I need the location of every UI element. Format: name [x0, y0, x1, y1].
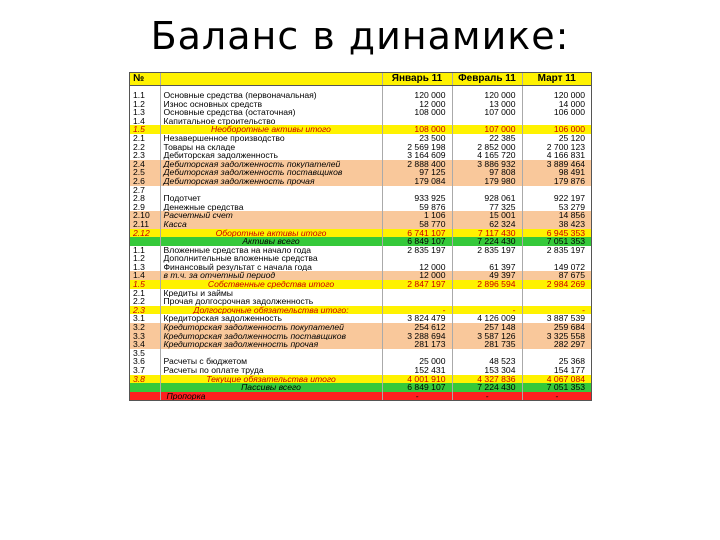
table-row: [130, 332, 591, 341]
row-label: Кредиторская задолженность прочая: [160, 340, 382, 349]
row-value-march: 3 887 539: [522, 314, 591, 323]
row-number: 2.10: [130, 211, 160, 220]
table-row: [130, 357, 591, 366]
row-label: Дебиторская задолженность прочая: [160, 177, 382, 186]
row-label: Долгосрочные обязательства итого:: [160, 306, 382, 315]
row-label: Касса: [160, 220, 382, 229]
row-value-march: 14 856: [522, 211, 591, 220]
row-number: 3.2: [130, 323, 160, 332]
row-label: Дебиторская задолженность поставщиков: [160, 168, 382, 177]
row-value-february: 3 886 932: [452, 160, 522, 169]
row-label: Основные средства (остаточная): [160, 108, 382, 117]
table-row: [130, 117, 591, 126]
row-label: Расчеты с бюджетом: [160, 357, 382, 366]
row-label: [160, 349, 382, 358]
row-label: Дополнительные вложенные средства: [160, 254, 382, 263]
row-value-march: 3 325 558: [522, 332, 591, 341]
row-value-february: [452, 186, 522, 195]
table-row: [130, 134, 591, 143]
table-row: [130, 340, 591, 349]
row-value-january: [382, 117, 452, 126]
table-row: [130, 177, 591, 186]
row-value-march: 14 000: [522, 100, 591, 109]
row-value-february: 179 980: [452, 177, 522, 186]
row-label: [160, 186, 382, 195]
row-value-february: 257 148: [452, 323, 522, 332]
row-number: 3.8: [130, 375, 160, 384]
row-label: Кредиты и займы: [160, 289, 382, 298]
row-value-march: [522, 289, 591, 298]
row-value-january: 23 500: [382, 134, 452, 143]
row-number: 1.3: [130, 263, 160, 272]
table-row: [130, 220, 591, 229]
row-value-march: [522, 254, 591, 263]
row-value-march: 2 984 269: [522, 280, 591, 289]
row-value-january: -: [382, 306, 452, 315]
row-label: Денежные средства: [160, 203, 382, 212]
row-value-february: 77 325: [452, 203, 522, 212]
table-row: [130, 194, 591, 203]
row-value-march: 25 120: [522, 134, 591, 143]
row-value-february: 3 587 126: [452, 332, 522, 341]
row-value-march: 106 000: [522, 108, 591, 117]
row-value-january: 3 288 694: [382, 332, 452, 341]
row-value-january: [382, 186, 452, 195]
header-name: [160, 73, 382, 86]
row-value-february: 97 808: [452, 168, 522, 177]
table-row: [130, 151, 591, 160]
row-value-march: 2 700 123: [522, 143, 591, 152]
row-value-march: 3 889 464: [522, 160, 591, 169]
row-label: Оборотные активы итого: [160, 229, 382, 238]
row-label: Расчеты по оплате труда: [160, 366, 382, 375]
row-value-february: 7 224 430: [452, 383, 522, 392]
row-value-march: 38 423: [522, 220, 591, 229]
row-number: [130, 392, 160, 401]
row-number: 1.2: [130, 100, 160, 109]
row-number: 2.3: [130, 151, 160, 160]
row-value-january: 12 000: [382, 271, 452, 280]
row-label: Текущие обязательства итого: [160, 375, 382, 384]
row-value-march: 4 166 831: [522, 151, 591, 160]
table-row: [130, 237, 591, 246]
row-value-march: 922 197: [522, 194, 591, 203]
row-number: 1.1: [130, 91, 160, 100]
row-value-january: 2 569 198: [382, 143, 452, 152]
row-number: 1.4: [130, 117, 160, 126]
row-value-february: -: [452, 392, 522, 401]
row-value-march: [522, 117, 591, 126]
row-label: Прочая долгосрочная задолженность: [160, 297, 382, 306]
row-value-january: 59 876: [382, 203, 452, 212]
row-value-february: [452, 117, 522, 126]
table-row: [130, 280, 591, 289]
row-label: Износ основных средств: [160, 100, 382, 109]
row-number: 2.5: [130, 168, 160, 177]
row-value-february: 120 000: [452, 91, 522, 100]
row-value-january: 933 925: [382, 194, 452, 203]
row-label: Незавершенное производство: [160, 134, 382, 143]
table-row: [130, 375, 591, 384]
row-value-january: 6 741 107: [382, 229, 452, 238]
row-value-january: 152 431: [382, 366, 452, 375]
row-value-january: 1 106: [382, 211, 452, 220]
row-number: 2.9: [130, 203, 160, 212]
row-value-february: 13 000: [452, 100, 522, 109]
row-label: Вложенные средства на начало года: [160, 246, 382, 255]
row-value-march: [522, 186, 591, 195]
row-value-february: 2 852 000: [452, 143, 522, 152]
row-value-january: 108 000: [382, 125, 452, 134]
balance-table: [130, 73, 591, 400]
row-value-february: 22 385: [452, 134, 522, 143]
table-header-row: [130, 73, 591, 86]
row-value-march: -: [522, 392, 591, 401]
row-value-january: 120 000: [382, 91, 452, 100]
row-label: Расчетный счет: [160, 211, 382, 220]
row-number: 3.5: [130, 349, 160, 358]
table-row: [130, 289, 591, 298]
row-value-february: [452, 289, 522, 298]
row-value-march: 25 368: [522, 357, 591, 366]
row-value-february: 62 324: [452, 220, 522, 229]
row-value-march: 2 835 197: [522, 246, 591, 255]
row-number: 1.5: [130, 280, 160, 289]
row-value-january: 3 824 479: [382, 314, 452, 323]
row-value-february: 2 835 197: [452, 246, 522, 255]
row-number: 3.3: [130, 332, 160, 341]
table-row: [130, 160, 591, 169]
row-value-february: [452, 254, 522, 263]
row-value-february: 7 117 430: [452, 229, 522, 238]
row-number: 1.4: [130, 271, 160, 280]
row-value-march: 7 051 353: [522, 237, 591, 246]
row-value-january: 281 173: [382, 340, 452, 349]
table-row: [130, 100, 591, 109]
row-value-january: -: [382, 392, 452, 401]
table-row: [130, 383, 591, 392]
row-label: Собственные средства итого: [160, 280, 382, 289]
row-label: Дебиторская задолженность покупателей: [160, 160, 382, 169]
header-january: Январь 11: [382, 73, 452, 86]
row-value-january: 12 000: [382, 263, 452, 272]
row-value-february: 153 304: [452, 366, 522, 375]
table-row: [130, 211, 591, 220]
row-label: Товары на складе: [160, 143, 382, 152]
row-value-february: [452, 297, 522, 306]
row-label: в т.ч. за отчетный период: [160, 271, 382, 280]
row-label: Финансовый результат с начала года: [160, 263, 382, 272]
row-value-february: 2 896 594: [452, 280, 522, 289]
row-value-february: 61 397: [452, 263, 522, 272]
row-number: 2.3: [130, 306, 160, 315]
row-value-february: 15 001: [452, 211, 522, 220]
row-value-march: 106 000: [522, 125, 591, 134]
row-value-february: 4 165 720: [452, 151, 522, 160]
row-value-january: 254 612: [382, 323, 452, 332]
row-value-february: 7 224 430: [452, 237, 522, 246]
row-value-february: 49 397: [452, 271, 522, 280]
table-row: [130, 168, 591, 177]
row-number: 2.6: [130, 177, 160, 186]
row-number: [130, 383, 160, 392]
row-value-january: 12 000: [382, 100, 452, 109]
row-value-january: 179 084: [382, 177, 452, 186]
row-value-january: [382, 297, 452, 306]
table-row: [130, 186, 591, 195]
row-number: 3.7: [130, 366, 160, 375]
table-row: [130, 314, 591, 323]
row-number: 3.6: [130, 357, 160, 366]
row-label: Кредиторская задолженность покупателей: [160, 323, 382, 332]
row-value-january: 97 125: [382, 168, 452, 177]
header-number: №: [130, 73, 160, 86]
row-number: 2.2: [130, 143, 160, 152]
row-number: 1.1: [130, 246, 160, 255]
row-value-march: 120 000: [522, 91, 591, 100]
row-number: 2.7: [130, 186, 160, 195]
slide-title: Баланс в динамике:: [150, 14, 570, 58]
row-label: Подотчет: [160, 194, 382, 203]
row-value-january: 2 888 400: [382, 160, 452, 169]
row-value-january: 6 849 107: [382, 237, 452, 246]
table-row: [130, 125, 591, 134]
row-value-january: [382, 289, 452, 298]
row-number: 2.11: [130, 220, 160, 229]
table-row: [130, 392, 591, 401]
row-value-january: 6 849 107: [382, 383, 452, 392]
row-value-march: 6 945 353: [522, 229, 591, 238]
row-value-march: 4 067 084: [522, 375, 591, 384]
row-value-february: 928 061: [452, 194, 522, 203]
row-label: Дебиторская задолженность: [160, 151, 382, 160]
row-value-january: 4 001 910: [382, 375, 452, 384]
table-body: [130, 91, 591, 400]
row-value-february: [452, 349, 522, 358]
row-number: 2.1: [130, 134, 160, 143]
row-number: [130, 237, 160, 246]
row-value-march: [522, 349, 591, 358]
row-label: Пассивы всего: [160, 383, 382, 392]
header-march: Март 11: [522, 73, 591, 86]
table-row: [130, 254, 591, 263]
row-label: Кредиторская задолженность: [160, 314, 382, 323]
table-row: [130, 323, 591, 332]
balance-table-sheet: [129, 72, 592, 401]
row-label: Необоротные активы итого: [160, 125, 382, 134]
table-row: [130, 297, 591, 306]
table-row: [130, 366, 591, 375]
row-value-march: 7 051 353: [522, 383, 591, 392]
table-row: [130, 271, 591, 280]
row-value-march: 259 684: [522, 323, 591, 332]
row-value-march: 179 876: [522, 177, 591, 186]
row-value-february: 107 000: [452, 125, 522, 134]
row-value-january: [382, 254, 452, 263]
row-label: Пропорка: [160, 392, 382, 401]
row-value-january: [382, 349, 452, 358]
row-number: 1.3: [130, 108, 160, 117]
row-value-march: 87 675: [522, 271, 591, 280]
row-value-february: 281 735: [452, 340, 522, 349]
row-label: Кредиторская задолженность поставщиков: [160, 332, 382, 341]
row-value-january: 25 000: [382, 357, 452, 366]
row-value-march: 154 177: [522, 366, 591, 375]
table-row: [130, 263, 591, 272]
row-value-march: -: [522, 306, 591, 315]
row-value-march: 282 297: [522, 340, 591, 349]
table-row: [130, 349, 591, 358]
row-number: 1.2: [130, 254, 160, 263]
table-row: [130, 108, 591, 117]
row-number: 2.4: [130, 160, 160, 169]
table-row: [130, 229, 591, 238]
header-february: Февраль 11: [452, 73, 522, 86]
row-number: 2.8: [130, 194, 160, 203]
row-value-march: 149 072: [522, 263, 591, 272]
table-row: [130, 246, 591, 255]
row-value-march: 98 491: [522, 168, 591, 177]
row-number: 2.1: [130, 289, 160, 298]
row-number: 3.4: [130, 340, 160, 349]
row-number: 1.5: [130, 125, 160, 134]
row-value-february: 107 000: [452, 108, 522, 117]
row-value-february: 48 523: [452, 357, 522, 366]
row-value-march: 53 279: [522, 203, 591, 212]
row-label: Активы всего: [160, 237, 382, 246]
row-value-january: 108 000: [382, 108, 452, 117]
table-row: [130, 306, 591, 315]
table-row: [130, 203, 591, 212]
table-row: [130, 143, 591, 152]
row-number: 2.12: [130, 229, 160, 238]
row-label: Капитальное строительство: [160, 117, 382, 126]
row-label: Основные средства (первоначальная): [160, 91, 382, 100]
row-value-january: 2 835 197: [382, 246, 452, 255]
row-value-january: 2 847 197: [382, 280, 452, 289]
row-value-february: 4 327 836: [452, 375, 522, 384]
row-value-january: 3 164 609: [382, 151, 452, 160]
row-number: 3.1: [130, 314, 160, 323]
row-value-march: [522, 297, 591, 306]
row-number: 2.2: [130, 297, 160, 306]
row-value-february: 4 126 009: [452, 314, 522, 323]
table-row: [130, 91, 591, 100]
row-value-february: -: [452, 306, 522, 315]
row-value-january: 58 770: [382, 220, 452, 229]
